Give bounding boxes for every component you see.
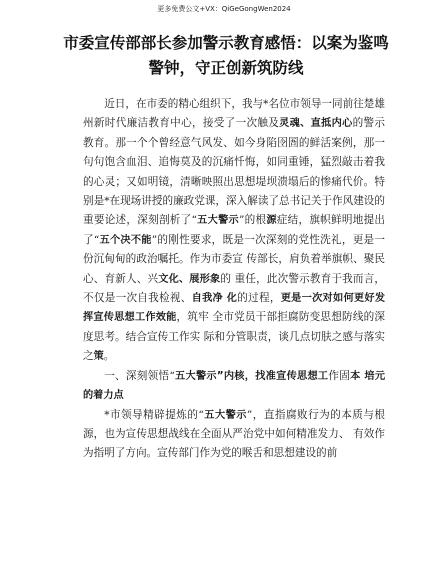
bold-run: 更是一次对如何更好发挥宣传思想工作效能 <box>83 293 386 324</box>
text-run: 的过程， <box>237 292 281 305</box>
bold-run: 五个决不能 <box>99 234 152 246</box>
text-run: ，筑牢 全市党员干部拒腐防变思想防线的深度思考。结合宣传工作实 际和分管职责，谈几点切肤之感与落实之 <box>83 311 386 363</box>
bold-run: 五大警示 <box>174 370 217 382</box>
text-run: 作固 <box>328 369 351 382</box>
bold-run: ”内核， <box>216 370 256 382</box>
text-run: ”的刚性要求，既是一次深刻的党性洗礼，更是一份沉甸甸的政治嘱托。作为市委宣 传部长，肩负着举旗帜、聚民心、育新人、兴 <box>83 233 385 285</box>
bold-run: 文化、展形象 <box>158 273 221 285</box>
document-body <box>83 95 385 464</box>
page-header-note: 更多免费公文+VX：QiGeGongWen2024 <box>157 5 291 13</box>
bold-run: 灵魂、直抵内心 <box>279 118 353 130</box>
text-run: 。 <box>103 350 115 363</box>
bold-run: 找准宣传思想工 <box>255 370 329 382</box>
section-1-paragraph <box>83 406 385 464</box>
text-run: 的 重任，此次警示教育于我而言，不仅是一次自我检视、 <box>83 272 385 305</box>
text-run: 一、深刻领悟“ <box>104 369 175 382</box>
bold-run: 本 培元的着力点 <box>83 370 386 402</box>
bold-run: 五大警示 <box>196 215 239 227</box>
text-run: ”，直指腐败行为的本质与根源，也为宣传思想战线在全面从严治党中如何精准发力、 有效作为指明了方向。宣传部门作为党的喉舌和思想建设的前 <box>83 408 386 460</box>
intro-paragraph <box>83 95 385 367</box>
bold-run: 策 <box>93 351 104 363</box>
bold-run: 自我净 化 <box>191 293 238 305</box>
section-heading-1 <box>83 367 385 406</box>
text-run: 近日，在市委的精心组织下，我与*名位市领导一同前往楚雄州新时代廉洁教育中心，接受了一次触及 <box>83 98 385 130</box>
text-run: *市领导精辟提炼的“ <box>104 408 204 421</box>
text-run: 症结，旗帜鲜明地提出了“ <box>83 214 386 246</box>
text-run: ”的根 <box>238 214 267 227</box>
bold-run: 五大警示 <box>203 409 247 421</box>
document-title: 市委宣传部部长参加警示教育感悟：以案为鉴鸣警钟，守正创新筑防线 <box>63 34 389 77</box>
text-run: 的警示教育。那一个个曾经意气风发、如今身陷囹圄的鲜活案例，那一句句饱含血泪、追悔莫及的沉痛忏悔，如同重锤，猛烈敲击着我的心灵；又如明镜，清晰映照出思想堤坝溃塌后的惨痛代价。特别是*在现场讲授的廉政党课，深入解读了总书记关于作风建设的重要论述，深刻剖析了“ <box>83 117 386 227</box>
bold-run: 源 <box>266 215 277 227</box>
